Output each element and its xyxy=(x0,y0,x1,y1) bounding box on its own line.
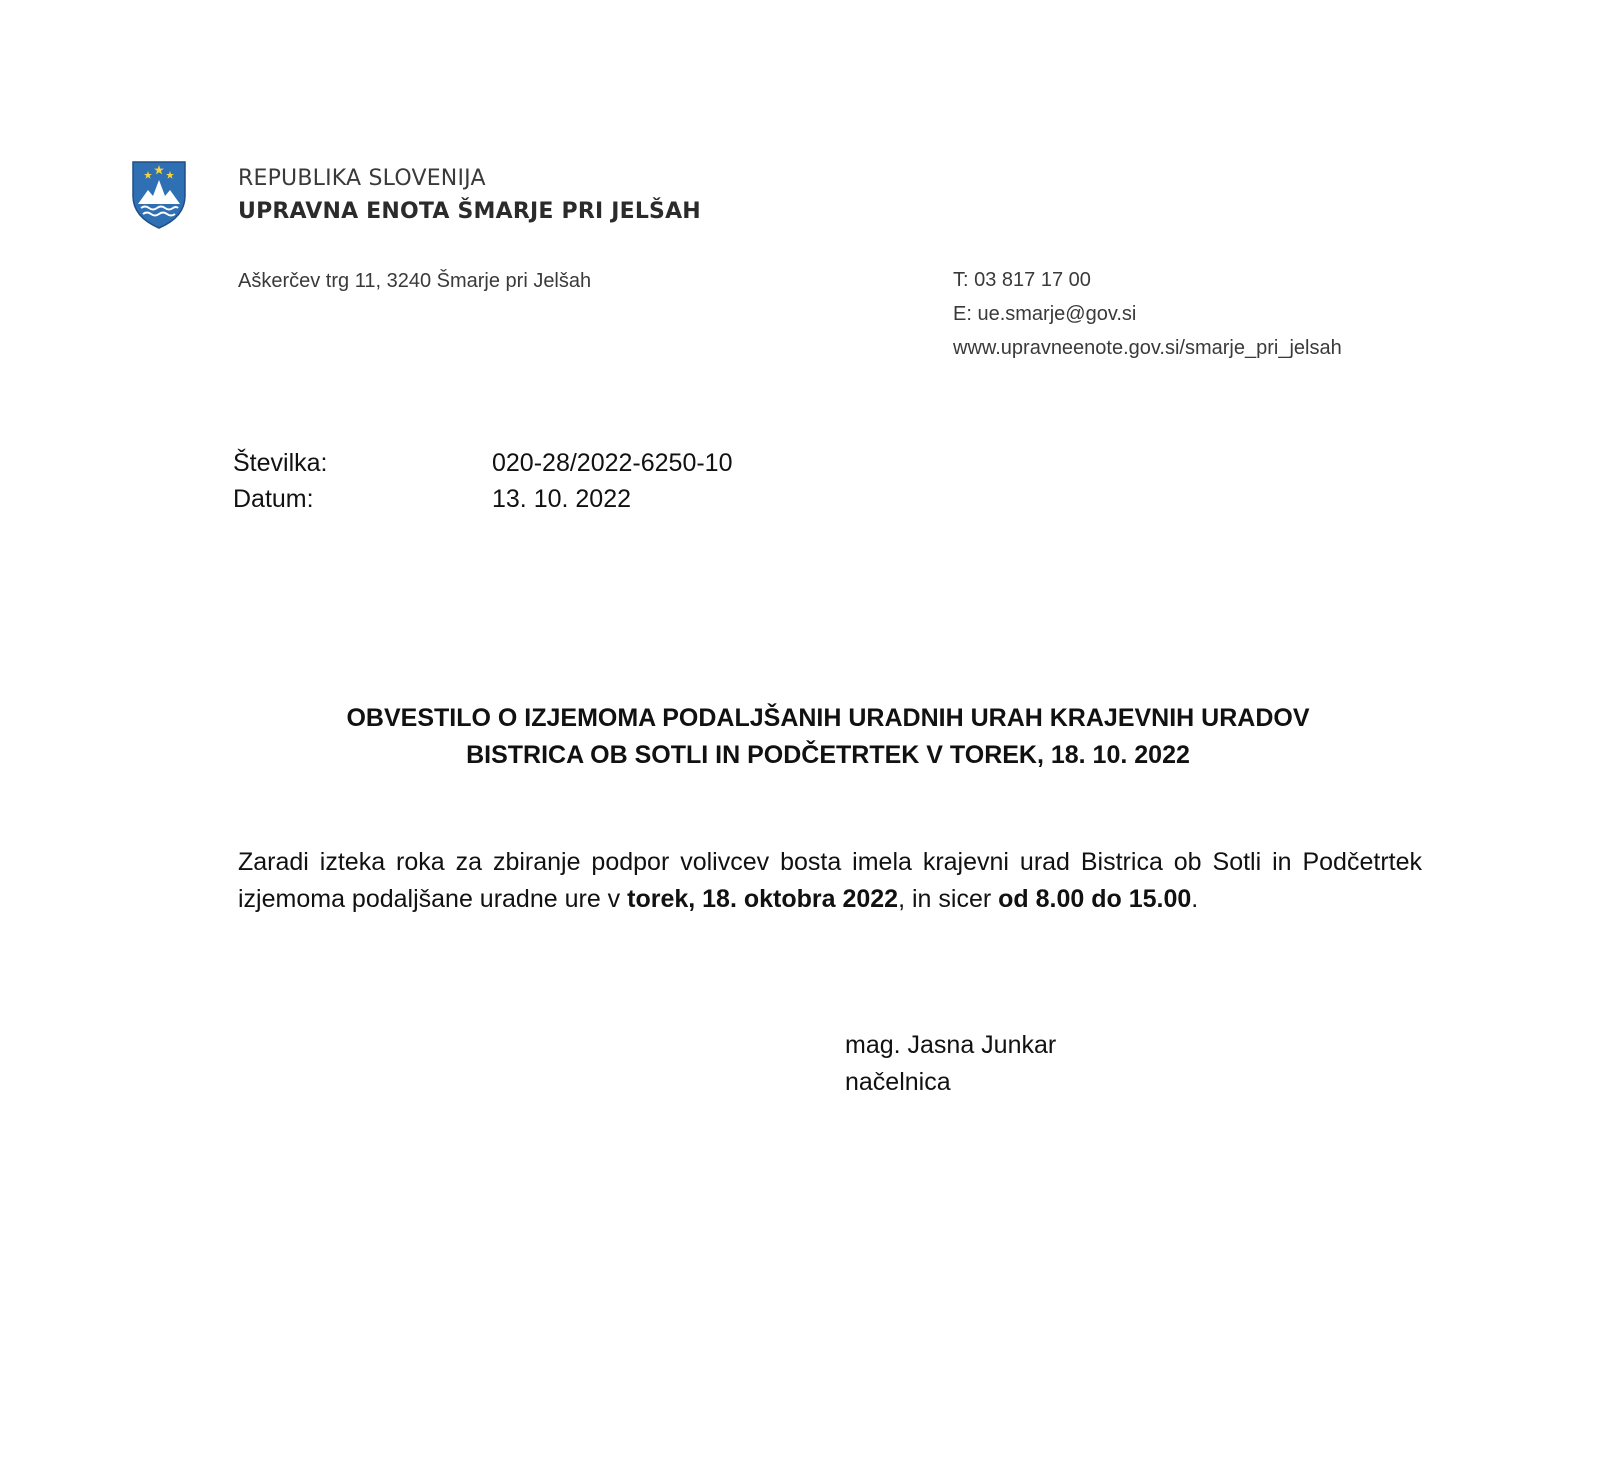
date-label: Datum: xyxy=(233,485,314,513)
slovenian-coat-of-arms-icon xyxy=(131,160,187,230)
letterhead-contact xyxy=(953,270,1342,365)
meta-date-row xyxy=(233,481,732,517)
notice-title xyxy=(232,700,1424,774)
body-bold-date: torek, 18. oktobra 2022 xyxy=(627,885,899,913)
title-line-2: BISTRICA OB SOTLI IN PODČETRTEK V TOREK, 18. 10. 2022 xyxy=(466,741,1190,769)
meta-number-row xyxy=(233,445,732,481)
letterhead-address: Aškerčev trg 11, 3240 Šmarje pri Jelšah xyxy=(238,270,592,292)
signatory-role: načelnica xyxy=(845,1068,951,1096)
body-bold-hours: od 8.00 do 15.00 xyxy=(998,885,1192,913)
number-value: 020-28/2022-6250-10 xyxy=(492,449,733,477)
notice-body xyxy=(238,844,1422,918)
email-address: E: ue.smarje@gov.si xyxy=(953,303,1137,325)
body-text-middle: , in sicer xyxy=(898,885,999,913)
letterhead-unit: UPRAVNA ENOTA ŠMARJE PRI JELŠAH xyxy=(238,199,701,224)
signatory-name: mag. Jasna Junkar xyxy=(845,1031,1057,1059)
website-url: www.upravneenote.gov.si/smarje_pri_jelsah xyxy=(953,337,1342,359)
number-label: Številka: xyxy=(233,449,328,477)
document-meta xyxy=(233,445,732,517)
date-value: 13. 10. 2022 xyxy=(492,485,632,513)
body-text-end: . xyxy=(1191,885,1199,913)
phone-number: T: 03 817 17 00 xyxy=(953,269,1091,291)
signature-block xyxy=(845,1027,1056,1101)
body-text-start: Zaradi izteka roka za zbiranje podpor volivcev bosta imela krajevni urad Bistrica ob Sotli in Podčetrtek izjemoma podaljšane uradne ure v xyxy=(238,848,1422,913)
letterhead-country: REPUBLIKA SLOVENIJA xyxy=(238,166,486,191)
title-line-1: OBVESTILO O IZJEMOMA PODALJŠANIH URADNIH URAH KRAJEVNIH URADOV xyxy=(346,704,1310,732)
